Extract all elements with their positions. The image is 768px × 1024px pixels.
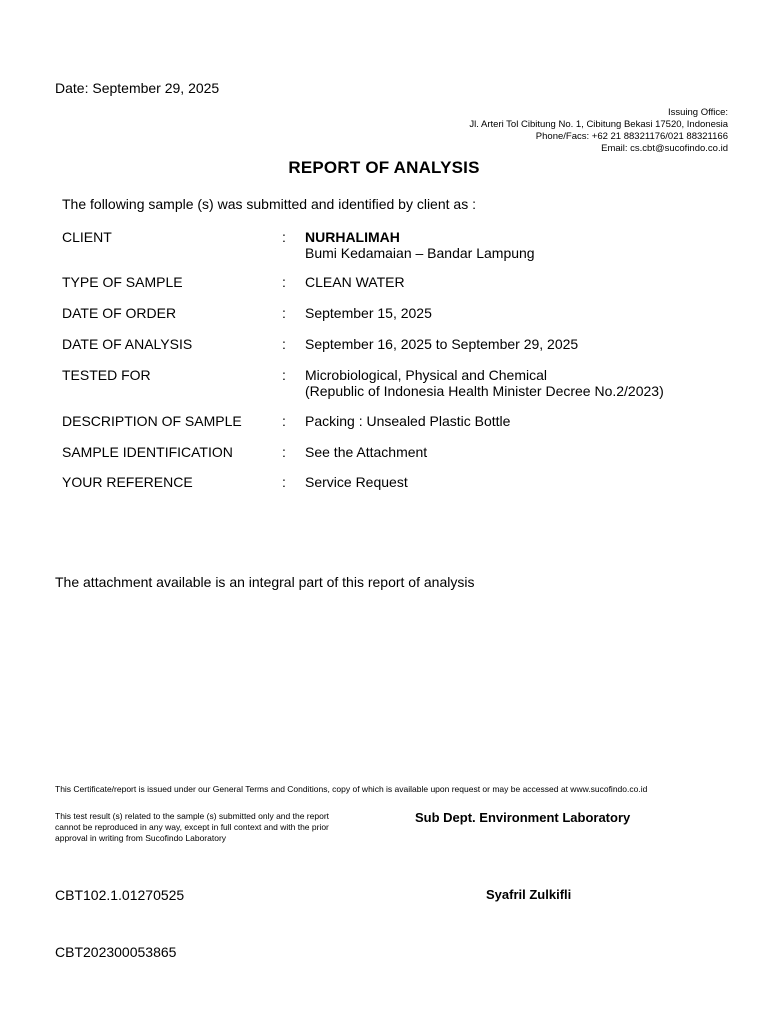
attachment-note: The attachment available is an integral part of this report of analysis: [55, 574, 475, 590]
field-value-block: [305, 367, 664, 399]
disclaimer-text: This test result (s) related to the sample (s) submitted only and the report cannot be reproduced in any way, except in full context and with the prior approval in writing from Sucofindo Laboratory: [55, 811, 330, 843]
terms-text: This Certificate/report is issued under our General Terms and Conditions, copy of which is available upon request or may be accessed at www.sucofindo.co.id: [55, 784, 648, 794]
field-separator: :: [282, 367, 286, 383]
tested-for-regulation: (Republic of Indonesia Health Minister Decree No.2/2023): [305, 383, 664, 399]
issuing-office-phone: Phone/Facs: +62 21 88321176/021 88321166: [535, 131, 728, 142]
field-label: YOUR REFERENCE: [62, 474, 193, 490]
field-value-block: [305, 229, 535, 261]
issuing-office-email: Email: cs.cbt@sucofindo.co.id: [601, 143, 728, 154]
intro-text: The following sample (s) was submitted and identified by client as :: [62, 196, 476, 212]
field-label: DATE OF ANALYSIS: [62, 336, 193, 352]
field-separator: :: [282, 413, 286, 429]
field-label: DESCRIPTION OF SAMPLE: [62, 413, 242, 429]
report-date: Date: September 29, 2025: [55, 80, 220, 96]
field-separator: :: [282, 229, 286, 245]
tested-for-value: Microbiological, Physical and Chemical: [305, 367, 547, 383]
issuing-office-address: Jl. Arteri Tol Cibitung No. 1, Cibitung Bekasi 17520, Indonesia: [469, 119, 728, 130]
issuing-office-block: [469, 107, 728, 155]
field-value: September 15, 2025: [305, 305, 432, 321]
signer-name: Syafril Zulkifli: [486, 887, 572, 902]
client-address: Bumi Kedamaian – Bandar Lampung: [305, 245, 535, 261]
field-label: TYPE OF SAMPLE: [62, 274, 183, 290]
field-label: DATE OF ORDER: [62, 305, 177, 321]
field-value: Service Request: [305, 474, 408, 490]
reference-code-1: CBT102.1.01270525: [55, 887, 185, 903]
issuing-office-heading: Issuing Office:: [667, 107, 728, 118]
field-separator: :: [282, 474, 286, 490]
field-label: CLIENT: [62, 229, 112, 245]
field-label: SAMPLE IDENTIFICATION: [62, 444, 233, 460]
field-value: CLEAN WATER: [305, 274, 405, 290]
field-separator: :: [282, 305, 286, 321]
field-label: TESTED FOR: [62, 367, 151, 383]
page-title: REPORT OF ANALYSIS: [288, 158, 480, 177]
field-value: September 16, 2025 to September 29, 2025: [305, 336, 579, 352]
field-value: Packing : Unsealed Plastic Bottle: [305, 413, 511, 429]
department-name: Sub Dept. Environment Laboratory: [415, 810, 631, 825]
field-separator: :: [282, 274, 286, 290]
field-separator: :: [282, 444, 286, 460]
field-value: See the Attachment: [305, 444, 428, 460]
field-separator: :: [282, 336, 286, 352]
reference-code-2: CBT202300053865: [55, 944, 177, 960]
client-name: NURHALIMAH: [305, 229, 400, 245]
